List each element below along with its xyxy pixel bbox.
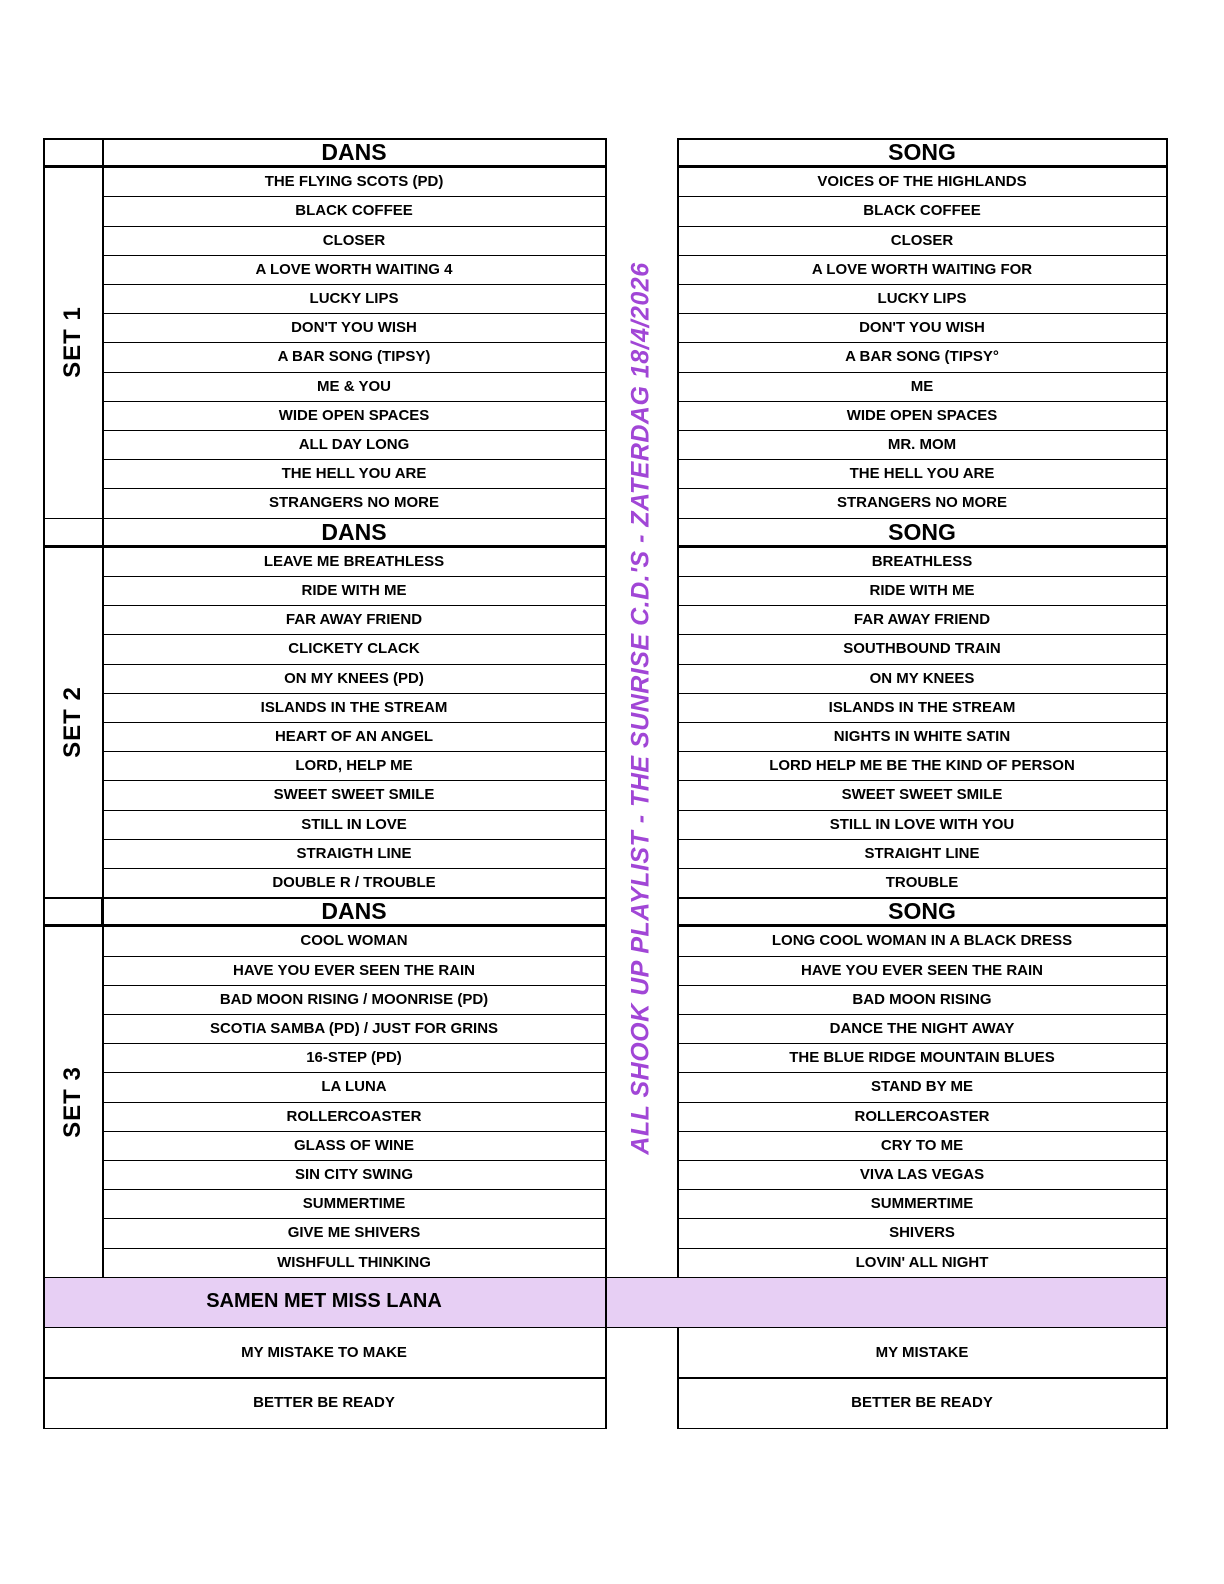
- dans-cell: BAD MOON RISING / MOONRISE (PD): [219, 990, 489, 1008]
- dans-cell: ROLLERCOASTER: [286, 1107, 422, 1125]
- dans-header: DANS: [321, 139, 387, 166]
- dans-cell: THE FLYING SCOTS (PD): [264, 173, 444, 191]
- song-cell: BLACK COFFEE: [863, 202, 981, 220]
- song-cell: DANCE THE NIGHT AWAY: [829, 1020, 1015, 1038]
- dans-cell: COOL WOMAN: [300, 932, 408, 950]
- center-right-border: [677, 138, 679, 1277]
- set-label-text: SET 3: [59, 1065, 87, 1138]
- song-cell: DON'T YOU WISH: [859, 319, 985, 337]
- song-cell: STRAIGHT LINE: [864, 844, 980, 862]
- dans-cell: 16-STEP (PD): [306, 1049, 402, 1067]
- dans-cell: A LOVE WORTH WAITING 4: [255, 260, 453, 278]
- dans-cell: RIDE WITH ME: [301, 582, 407, 600]
- dans-cell: STRAIGTH LINE: [296, 844, 412, 862]
- set-label-text: SET 2: [59, 686, 87, 758]
- set-label: [43, 167, 103, 517]
- dans-cell: SIN CITY SWING: [294, 1166, 414, 1184]
- dans-cell: THE HELL YOU ARE: [281, 465, 427, 483]
- dans-cell: STILL IN LOVE: [301, 815, 407, 833]
- song-cell: LUCKY LIPS: [877, 290, 967, 308]
- dans-header: DANS: [321, 518, 387, 545]
- set-label: [43, 926, 103, 1276]
- dans-header: DANS: [321, 898, 387, 925]
- song-cell: NIGHTS IN WHITE SATIN: [833, 728, 1011, 746]
- right-border: [1166, 138, 1168, 1429]
- song-cell: LOVIN' ALL NIGHT: [855, 1253, 989, 1271]
- header-top-line: [677, 897, 1167, 899]
- dans-cell: WISHFULL THINKING: [277, 1253, 431, 1271]
- song-cell: ME: [910, 377, 934, 395]
- song-cell: STILL IN LOVE WITH YOU: [829, 815, 1015, 833]
- song-cell: VOICES OF THE HIGHLANDS: [817, 173, 1027, 191]
- song-cell: RIDE WITH ME: [869, 582, 975, 600]
- dans-cell: DON'T YOU WISH: [291, 319, 417, 337]
- extra-title: SAMEN MET MISS LANA: [206, 1290, 442, 1313]
- dans-cell: LEAVE ME BREATHLESS: [263, 552, 445, 570]
- song-cell: ISLANDS IN THE STREAM: [828, 698, 1016, 716]
- song-cell: CLOSER: [890, 231, 954, 249]
- dans-cell: A BAR SONG (TIPSY): [277, 348, 431, 366]
- song-cell: ROLLERCOASTER: [854, 1107, 990, 1125]
- extra-row-line: [677, 1428, 1167, 1430]
- set-label: [43, 547, 103, 897]
- dans-cell: SCOTIA SAMBA (PD) / JUST FOR GRINS: [209, 1020, 499, 1038]
- song-cell: THE BLUE RIDGE MOUNTAIN BLUES: [789, 1049, 1055, 1067]
- vertical-title: ALL SHOOK UP PLAYLIST - THE SUNRISE C.D.'S - ZATERDAG 18/4/2026: [626, 261, 655, 1155]
- song-cell: VIVA LAS VEGAS: [859, 1166, 985, 1184]
- song-cell: SWEET SWEET SMILE: [841, 786, 1003, 804]
- song-cell: MR. MOM: [887, 436, 957, 454]
- dans-cell: ISLANDS IN THE STREAM: [260, 698, 448, 716]
- song-cell: SHIVERS: [889, 1224, 955, 1242]
- dans-cell: LA LUNA: [321, 1078, 387, 1096]
- song-cell: HAVE YOU EVER SEEN THE RAIN: [801, 961, 1043, 979]
- dans-cell: FAR AWAY FRIEND: [285, 611, 423, 629]
- dans-cell: HEART OF AN ANGEL: [274, 728, 434, 746]
- extra-dans-cell: MY MISTAKE TO MAKE: [241, 1343, 407, 1361]
- dans-cell: ME & YOU: [317, 377, 391, 395]
- song-cell: BREATHLESS: [871, 552, 973, 570]
- extra-song-cell: MY MISTAKE: [875, 1343, 969, 1361]
- song-cell: THE HELL YOU ARE: [849, 465, 995, 483]
- song-cell: CRY TO ME: [880, 1136, 964, 1154]
- dans-cell: GLASS OF WINE: [294, 1136, 414, 1154]
- dans-cell: GIVE ME SHIVERS: [287, 1224, 421, 1242]
- song-cell: SOUTHBOUND TRAIN: [843, 640, 1001, 658]
- header-top-line: [43, 138, 605, 140]
- song-cell: STAND BY ME: [871, 1078, 973, 1096]
- song-cell: LONG COOL WOMAN IN A BLACK DRESS: [771, 932, 1073, 950]
- song-header: SONG: [888, 518, 956, 545]
- set-label-divider-thick: [101, 897, 104, 926]
- song-header: SONG: [888, 898, 956, 925]
- song-cell: SUMMERTIME: [870, 1195, 974, 1213]
- song-cell: WIDE OPEN SPACES: [846, 406, 998, 424]
- set-label-text: SET 1: [59, 306, 87, 379]
- extra-song-cell: BETTER BE READY: [851, 1394, 993, 1412]
- dans-cell: BLACK COFFEE: [295, 202, 413, 220]
- song-cell: A LOVE WORTH WAITING FOR: [811, 260, 1033, 278]
- header-top-line: [677, 138, 1167, 140]
- song-cell: A BAR SONG (TIPSY°: [845, 348, 999, 366]
- dans-cell: ON MY KNEES (PD): [284, 669, 424, 687]
- song-header: SONG: [888, 139, 956, 166]
- song-cell: LORD HELP ME BE THE KIND OF PERSON: [769, 757, 1075, 775]
- extra-row-line: [43, 1428, 605, 1430]
- left-border: [43, 138, 45, 1429]
- center-right-border-lower: [677, 1327, 679, 1428]
- song-cell: STRANGERS NO MORE: [836, 494, 1007, 512]
- song-cell: TROUBLE: [885, 874, 959, 892]
- header-top-line: [43, 897, 605, 899]
- dans-cell: ALL DAY LONG: [298, 436, 410, 454]
- header-top-line: [43, 518, 605, 520]
- dans-cell: SWEET SWEET SMILE: [273, 786, 435, 804]
- song-cell: FAR AWAY FRIEND: [853, 611, 991, 629]
- dans-cell: STRANGERS NO MORE: [268, 494, 439, 512]
- song-cell: ON MY KNEES: [869, 669, 975, 687]
- dans-cell: LUCKY LIPS: [309, 290, 399, 308]
- dans-cell: CLOSER: [322, 231, 386, 249]
- center-left-border: [605, 138, 607, 1429]
- dans-cell: DOUBLE R / TROUBLE: [272, 874, 436, 892]
- dans-cell: CLICKETY CLACK: [288, 640, 420, 658]
- header-top-line: [677, 518, 1167, 520]
- extra-dans-cell: BETTER BE READY: [253, 1394, 395, 1412]
- song-cell: BAD MOON RISING: [852, 990, 992, 1008]
- dans-cell: HAVE YOU EVER SEEN THE RAIN: [233, 961, 475, 979]
- set-label-divider: [102, 138, 104, 1277]
- dans-cell: WIDE OPEN SPACES: [278, 406, 430, 424]
- dans-cell: LORD, HELP ME: [295, 757, 413, 775]
- dans-cell: SUMMERTIME: [302, 1195, 406, 1213]
